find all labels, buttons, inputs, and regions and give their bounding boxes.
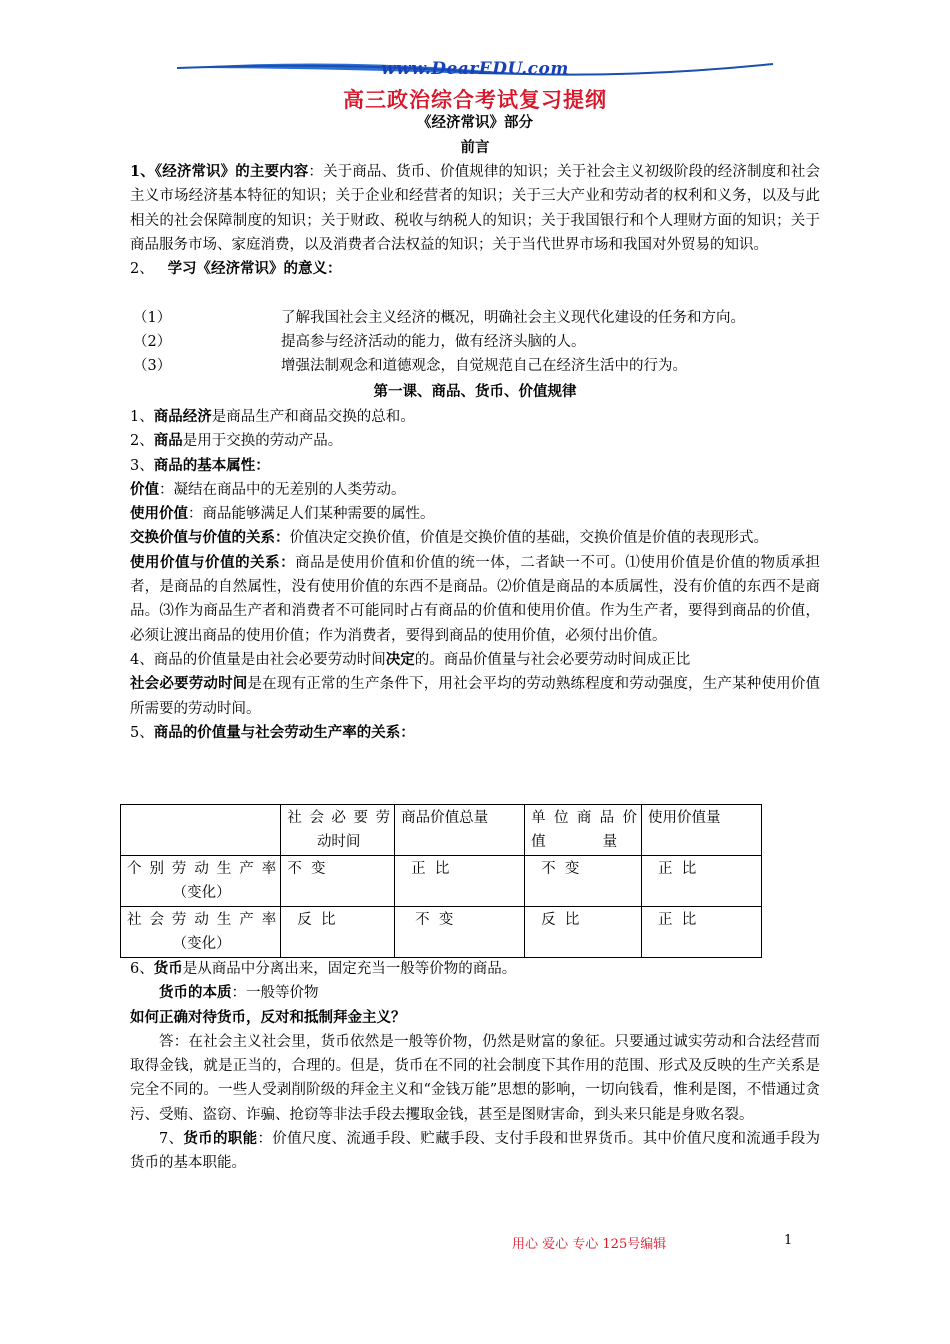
lesson-para-2 bbox=[130, 429, 820, 453]
table-cell bbox=[281, 856, 395, 907]
table-header-cell bbox=[525, 805, 642, 856]
para-num: 2、 bbox=[130, 433, 154, 450]
header-text: 值量 bbox=[531, 834, 618, 850]
money-content bbox=[130, 957, 820, 1176]
cell-text: 正 比 bbox=[658, 861, 697, 877]
exchange-value-relation bbox=[130, 526, 820, 550]
term-use-value: 使用价值 bbox=[130, 505, 188, 523]
meaning-num: （3） bbox=[133, 358, 172, 374]
productivity-table bbox=[120, 804, 762, 958]
value-definition bbox=[130, 478, 820, 502]
meaning-text: 增强法制观念和道德观念，自觉规范自己在经济生活中的行为。 bbox=[281, 358, 687, 374]
row-label-text: 社会劳动生产率 bbox=[127, 912, 277, 928]
table-cell bbox=[395, 856, 525, 907]
para-text: 是从商品中分离出来，固定充当一般等价物的商品。 bbox=[182, 961, 517, 977]
para-text: ：凝结在商品中的无差别的人类劳动。 bbox=[159, 481, 406, 498]
table-header-row bbox=[121, 805, 762, 856]
row-label-text: 个别劳动生产率 bbox=[127, 861, 277, 877]
header-text: 使用价值量 bbox=[648, 810, 721, 826]
para-text: ：一般等价物 bbox=[231, 985, 319, 1002]
site-url: www.DearEDU.com bbox=[381, 59, 569, 79]
table-cell bbox=[642, 856, 762, 907]
question-text: 如何正确对待货币，反对和抵制拜金主义？ bbox=[130, 1008, 406, 1026]
para-text: 价值决定交换价值，价值是交换价值的基础，交换价值是价值的表现形式。 bbox=[289, 530, 768, 547]
table-cell bbox=[642, 907, 762, 958]
para-num: 7、 bbox=[159, 1131, 184, 1148]
money-answer bbox=[130, 1030, 820, 1127]
money-question bbox=[130, 1006, 820, 1030]
cell-text: 反 比 bbox=[541, 912, 580, 928]
table-cell bbox=[395, 907, 525, 958]
para-text: 4、商品的价值量是由社会必要劳动时间 bbox=[130, 651, 386, 668]
site-logo bbox=[175, 56, 775, 86]
header-text: 动时间 bbox=[316, 834, 361, 850]
money-essence bbox=[130, 981, 820, 1005]
money-para-7 bbox=[130, 1127, 820, 1176]
lesson-para-4 bbox=[130, 648, 820, 672]
term-money-essence: 货币的本质 bbox=[159, 984, 232, 1002]
table-header-cell bbox=[281, 805, 395, 856]
preface-item-1 bbox=[130, 160, 820, 257]
page-number: 1 bbox=[784, 1233, 793, 1248]
table-row-label bbox=[121, 856, 281, 907]
preface-content bbox=[130, 160, 820, 281]
term-money: 货币 bbox=[153, 960, 183, 977]
cell-text: 反 比 bbox=[297, 912, 336, 928]
header-text: 单位商品价 bbox=[531, 810, 638, 826]
preface-heading: 前言 bbox=[460, 139, 490, 156]
table-row-label bbox=[121, 907, 281, 958]
table-row bbox=[121, 907, 762, 958]
table-row bbox=[121, 856, 762, 907]
meaning-text: 提高参与经济活动的能力，做有经济头脑的人。 bbox=[281, 334, 586, 350]
para-text: 的。商品价值量与社会必要劳动时间成正比 bbox=[414, 651, 691, 668]
cell-text: 正 比 bbox=[411, 861, 450, 877]
cell-text: 不 变 bbox=[287, 861, 326, 877]
preface-item-2-label: 学习《经济常识》的意义： bbox=[167, 260, 342, 278]
term-commodity-economy: 商品经济 bbox=[153, 408, 212, 425]
meaning-num: （1） bbox=[133, 310, 172, 326]
lesson-1-content bbox=[130, 405, 820, 745]
meaning-num: （2） bbox=[133, 334, 172, 350]
cell-text: 不 变 bbox=[415, 912, 454, 928]
answer-text: 答：在社会主义社会里，货币依然是一般等价物，仍然是财富的象征。只要通过诚实劳动和合法经营而取得金钱，就是正当的，合理的。但是，货币在不同的社会制度下其作用的范围、形式及反映的生产关系是完全不同的。一些人受剥削阶级的拜金主义和“金钱万能”思想的影响，一切向钱看，惟利是图，不惜通过贪污、受贿、盗窃、诈骗、抢窃等非法手段去攫取金钱，甚至是图财害命，到头来只能是身败名裂。 bbox=[130, 1033, 820, 1123]
term-basic-attributes: 商品的基本属性： bbox=[153, 456, 270, 474]
lesson-para-3 bbox=[130, 454, 820, 478]
para-num: 3、 bbox=[130, 457, 154, 474]
para-text: 商品是使用价值和价值的统一体，二者缺一不可。⑴使用价值是价值的物质承担者，是商品的自然属性，没有使用价值的东西不是商品。⑵价值是商品的本质属性，没有价值的东西不是商品。⑶作为商品生产者和消费者不可能同时占有商品的价值和使用价值。作为生产者，要得到商品的价值，必须让渡出商品的使用价值；作为消费者，要得到商品的使用价值，必须付出价值。 bbox=[130, 554, 820, 644]
para-text: 是用于交换的劳动产品。 bbox=[182, 433, 343, 450]
header-text: 社会必要劳 bbox=[287, 810, 391, 826]
term-determine: 决定 bbox=[385, 650, 415, 668]
para-text: 是在现有正常的生产条件下，用社会平均的劳动熟练程度和劳动强度，生产某种使用价值所需要的劳动时间。 bbox=[130, 676, 821, 717]
table-cell bbox=[525, 907, 642, 958]
preface-item-1-text: ：关于商品、货币、价值规律的知识；关于社会主义初级阶段的经济制度和社会主义市场经济基本特征的知识；关于企业和经营者的知识；关于三大产业和劳动者的权利和义务，以及与此相关的社会保障制度的知识；关于财政、税收与纳税人的知识；关于我国银行和个人理财方面的知识；关于商品服务市场、家庭消费，以及消费者合法权益的知识；关于当代世界市场和我国对外贸易的知识。 bbox=[130, 164, 820, 253]
para-num: 5、 bbox=[130, 724, 154, 741]
table-cell bbox=[281, 907, 395, 958]
term-money-functions: 货币的职能 bbox=[183, 1130, 258, 1148]
preface-item-1-label: 1、《经济常识》的主要内容 bbox=[130, 163, 309, 180]
table-header-cell bbox=[642, 805, 762, 856]
use-value-definition bbox=[130, 502, 820, 526]
para-text: ：商品能够满足人们某种需要的属性。 bbox=[188, 506, 435, 523]
lesson-para-5 bbox=[130, 721, 820, 745]
table-header-cell bbox=[121, 805, 281, 856]
term-value-productivity: 商品的价值量与社会劳动生产率的关系： bbox=[153, 723, 415, 741]
footer-editor-note: 用心 爱心 专心 125号编辑 bbox=[512, 1237, 667, 1252]
para-num: 1、 bbox=[130, 409, 154, 425]
term-value: 价值 bbox=[130, 480, 159, 498]
document-subtitle: 《经济常识》部分 bbox=[417, 114, 533, 131]
document-title: 高三政治综合考试复习提纲 bbox=[343, 88, 607, 112]
row-label-sub: （变化） bbox=[172, 936, 231, 952]
row-label-sub: （变化） bbox=[172, 885, 231, 901]
term-commodity: 商品 bbox=[153, 432, 183, 450]
preface-item-2 bbox=[130, 257, 820, 281]
meaning-text: 了解我国社会主义经济的概况，明确社会主义现代化建设的任务和方向。 bbox=[281, 310, 745, 326]
money-para-6 bbox=[130, 957, 820, 981]
term-exchange-relation: 交换价值与价值的关系： bbox=[130, 529, 290, 547]
use-value-relation bbox=[130, 551, 820, 648]
table-header-cell bbox=[395, 805, 525, 856]
term-snlt: 社会必要劳动时间 bbox=[130, 675, 248, 693]
cell-text: 正 比 bbox=[658, 912, 697, 928]
para-text: ：价值尺度、流通手段、贮藏手段、支付手段和世界货币。其中价值尺度和流通手段为货币的基本职能。 bbox=[130, 1131, 821, 1172]
para-num: 6、 bbox=[130, 961, 154, 977]
cell-text: 不 变 bbox=[541, 861, 580, 877]
lesson-1-heading: 第一课、商品、货币、价值规律 bbox=[373, 383, 577, 400]
snlt-definition bbox=[130, 672, 820, 721]
lesson-para-1 bbox=[130, 405, 820, 429]
preface-item-2-num: 2、 bbox=[130, 261, 154, 278]
header-text: 商品价值总量 bbox=[401, 810, 489, 826]
term-use-value-relation: 使用价值与价值的关系： bbox=[130, 553, 296, 571]
para-text: 是商品生产和商品交换的总和。 bbox=[211, 409, 415, 425]
table-cell bbox=[525, 856, 642, 907]
